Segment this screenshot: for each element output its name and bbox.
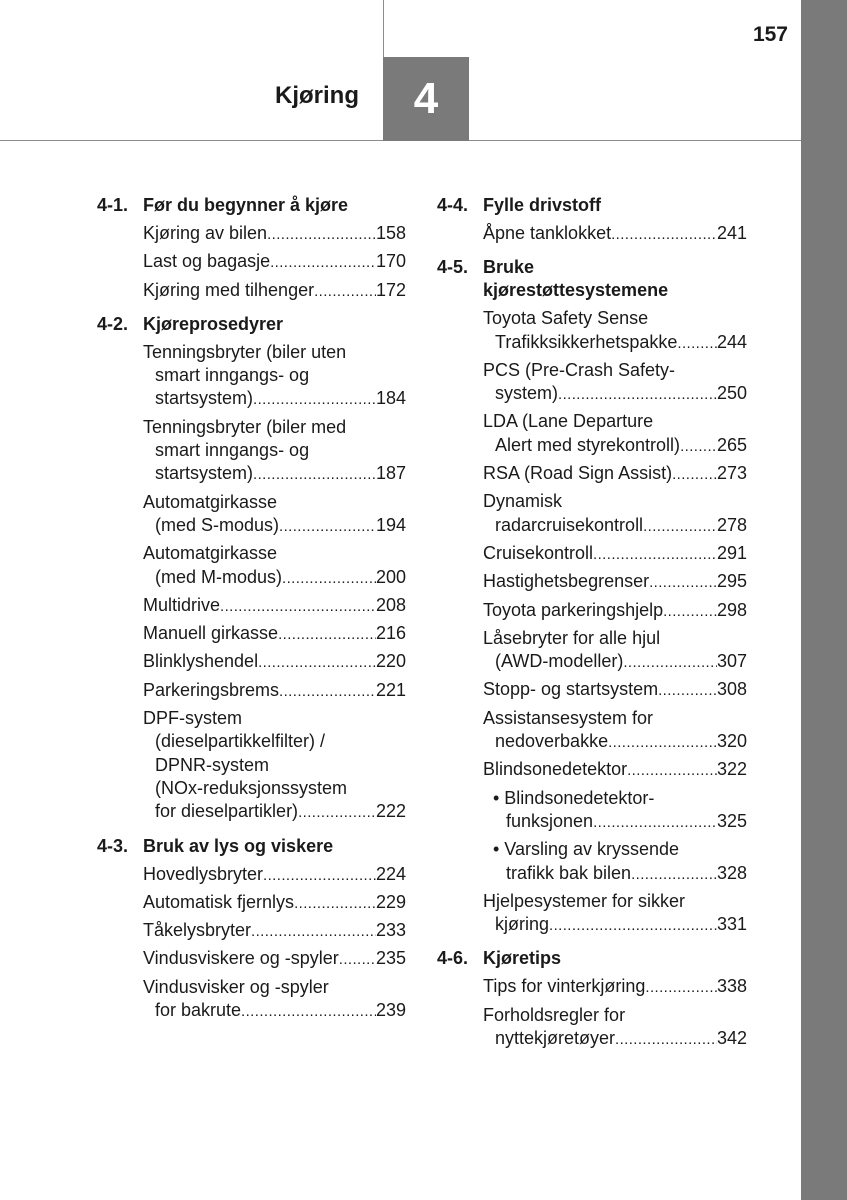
toc-column-left	[97, 192, 406, 1025]
toc-entry[interactable]	[143, 414, 406, 489]
dot-leader	[680, 435, 717, 458]
dot-leader	[282, 567, 376, 590]
toc-entry[interactable]	[143, 248, 406, 276]
entry-last-line	[483, 222, 747, 246]
entry-last-line	[483, 913, 747, 937]
dot-leader	[593, 543, 717, 566]
dot-leader	[339, 948, 376, 971]
entry-title-line: trafikk bak bilen	[506, 862, 632, 883]
entry-title-line: Vindusviskere og -spyler	[143, 948, 339, 969]
toc-entry[interactable]	[483, 625, 747, 677]
entry-last-line	[483, 331, 747, 355]
toc-entry[interactable]	[483, 973, 747, 1001]
entry-title-line: LDA (Lane Departure	[483, 411, 654, 432]
dot-leader	[672, 463, 717, 486]
toc-section	[437, 945, 747, 1053]
entry-page-number: 338	[716, 976, 747, 997]
dot-leader	[253, 388, 376, 411]
entry-last-line	[143, 863, 406, 887]
dot-leader	[627, 759, 717, 782]
entry-title-line: for dieselpartikler)	[155, 801, 299, 822]
section-number: 4-5.	[437, 257, 469, 278]
entry-title-line: Automatisk fjernlys	[143, 891, 295, 912]
toc-section	[97, 192, 406, 305]
dot-leader	[663, 600, 717, 623]
toc-entry[interactable]	[483, 597, 747, 625]
entry-page-number: 328	[716, 862, 747, 883]
entry-title-line: kjøring	[495, 914, 550, 935]
entry-page-number: 221	[375, 679, 406, 700]
entry-page-number: 244	[716, 331, 747, 352]
entry-title-line: (med M-modus)	[155, 566, 283, 587]
section-title: kjørestøttesystemene	[483, 280, 669, 301]
entry-title-line: DPNR-system	[155, 754, 270, 775]
section-number: 4-4.	[437, 195, 469, 215]
entry-page-number: 239	[375, 1000, 406, 1021]
entry-last-line	[143, 566, 406, 590]
toc-section	[97, 311, 406, 827]
entry-page-number: 250	[716, 383, 747, 404]
entry-title-line: radarcruisekontroll	[495, 514, 644, 535]
entry-title-line: RSA (Road Sign Assist)	[483, 463, 673, 484]
header-divider	[383, 0, 384, 58]
entry-page-number: 172	[375, 279, 406, 300]
dot-leader	[258, 651, 376, 674]
entry-last-line	[143, 387, 406, 411]
entry-title-line: Last og bagasje	[143, 251, 271, 272]
entry-title-line: Forholdsregler for	[483, 1004, 626, 1025]
toc-entry[interactable]	[143, 917, 406, 945]
entry-last-line	[143, 947, 406, 971]
entry-title-line: Alert med styrekontroll)	[495, 434, 681, 455]
entry-page-number: 265	[716, 434, 747, 455]
toc-entry[interactable]	[143, 592, 406, 620]
entry-last-line	[143, 514, 406, 538]
entry-last-line	[143, 891, 406, 915]
toc-column-right	[437, 192, 747, 1053]
entry-title-line: startsystem)	[155, 463, 254, 484]
entry-page-number: 331	[716, 914, 747, 935]
dot-leader	[677, 332, 717, 355]
entry-page-number: 295	[716, 571, 747, 592]
entry-page-number: 241	[716, 223, 747, 243]
entry-title-line: Åpne tanklokket	[483, 223, 612, 243]
section-number: 4-6.	[437, 948, 469, 969]
entry-title-line: Blinklyshendel	[143, 651, 259, 672]
dot-leader	[658, 679, 717, 702]
entry-last-line	[483, 570, 747, 594]
toc-section	[97, 833, 406, 1026]
dot-leader	[270, 251, 376, 274]
toc-entry[interactable]	[483, 1002, 747, 1054]
entry-page-number: 235	[375, 948, 406, 969]
entry-title-line: smart inngangs- og	[155, 365, 310, 386]
toc-entry[interactable]	[143, 648, 406, 676]
entry-title-line: Tenningsbryter (biler uten	[143, 341, 347, 362]
entry-title-line: PCS (Pre-Crash Safety-	[483, 359, 676, 380]
entry-page-number: 187	[375, 463, 406, 484]
dot-leader	[294, 892, 376, 915]
toc-entry[interactable]	[143, 220, 406, 248]
dot-leader	[611, 223, 717, 246]
entry-page-number: 273	[716, 463, 747, 484]
entry-title-line: system)	[495, 383, 558, 404]
entry-page-number: 216	[375, 623, 406, 644]
entry-title-line: Manuell girkasse	[143, 623, 279, 644]
dot-leader	[267, 223, 376, 246]
toc-entry[interactable]	[483, 568, 747, 596]
dot-leader	[645, 976, 717, 999]
entry-title-line: Tenningsbryter (biler med	[143, 416, 347, 437]
entry-page-number: 325	[716, 810, 747, 831]
entry-title-line: (med S-modus)	[155, 514, 280, 535]
dot-leader	[631, 863, 717, 886]
toc-section	[437, 192, 747, 248]
entry-page-number: 307	[716, 651, 747, 672]
entry-page-number: 291	[716, 542, 747, 563]
entry-title-line: (dieselpartikkelfilter) /	[155, 731, 326, 752]
toc-entry[interactable]	[483, 705, 747, 757]
entry-last-line	[483, 730, 747, 754]
dot-leader	[615, 1028, 717, 1051]
entry-last-line	[483, 462, 747, 486]
dot-leader	[241, 1000, 376, 1023]
toc-entry[interactable]	[483, 888, 747, 940]
section-title: Fylle drivstoff	[483, 195, 602, 215]
section-heading	[97, 833, 406, 861]
entry-page-number: 278	[716, 514, 747, 535]
section-title: Bruke	[483, 257, 535, 278]
entry-title-line: Dynamisk	[483, 491, 563, 512]
entry-last-line	[143, 250, 406, 274]
entry-title-line: Automatgirkasse	[143, 543, 278, 564]
entry-last-line	[483, 382, 747, 406]
entry-page-number: 320	[716, 731, 747, 752]
toc-entry[interactable]	[483, 408, 747, 460]
dot-leader	[253, 463, 376, 486]
toc-entry[interactable]	[483, 836, 747, 888]
dot-leader	[279, 515, 376, 538]
toc-entry[interactable]	[143, 945, 406, 973]
dot-leader	[623, 651, 717, 674]
entry-title-line: Tåkelysbryter	[143, 920, 252, 941]
entry-title-line: nyttekjøretøyer	[495, 1028, 616, 1049]
toc-entry[interactable]	[483, 540, 747, 568]
dot-leader	[314, 280, 376, 303]
entry-last-line	[483, 542, 747, 566]
toc-section	[437, 254, 747, 939]
entry-title-line: • Varsling av kryssende	[493, 839, 680, 860]
entry-page-number: 342	[716, 1028, 747, 1049]
entry-last-line	[483, 810, 747, 834]
entry-title-line: nedoverbakke	[495, 731, 609, 752]
dot-leader	[279, 680, 376, 703]
entry-title-line: Multidrive	[143, 594, 221, 615]
entry-last-line	[143, 919, 406, 943]
section-heading	[97, 192, 406, 220]
entry-title-line: Cruisekontroll	[483, 542, 594, 563]
entry-last-line	[483, 678, 747, 702]
chapter-title: Kjøring	[275, 82, 359, 109]
entry-last-line	[483, 514, 747, 538]
entry-last-line	[483, 650, 747, 674]
entry-last-line	[143, 279, 406, 303]
section-number: 4-3.	[97, 835, 129, 856]
toc-entry[interactable]	[483, 460, 747, 488]
entry-title-line: (NOx-reduksjonssystem	[155, 777, 348, 798]
entry-page-number: 229	[375, 891, 406, 912]
entry-title-line: • Blindsonedetektor-	[493, 787, 655, 808]
toc-entry[interactable]	[483, 305, 747, 357]
entry-title-line: DPF-system	[143, 708, 242, 729]
entry-title-line: Hjelpesystemer for sikker	[483, 890, 686, 911]
entry-title-line: funksjonen	[506, 810, 594, 831]
section-heading	[97, 311, 406, 339]
chapter-side-tab	[801, 0, 847, 1200]
entry-title-line: for bakrute	[155, 1000, 242, 1021]
section-number: 4-2.	[97, 313, 129, 334]
chapter-number-box	[383, 57, 469, 141]
entry-last-line	[143, 999, 406, 1023]
entry-page-number: 308	[716, 679, 747, 700]
section-heading	[437, 945, 747, 973]
entry-title-line: Hovedlysbryter	[143, 863, 264, 884]
chapter-number: 4	[413, 74, 439, 123]
entry-last-line	[143, 622, 406, 646]
entry-last-line	[143, 650, 406, 674]
entry-last-line	[483, 862, 747, 886]
toc-entry[interactable]	[143, 620, 406, 648]
entry-title-line: Hastighetsbegrenser	[483, 571, 650, 592]
toc-entry[interactable]	[143, 489, 406, 541]
dot-leader	[608, 731, 717, 754]
entry-last-line	[483, 975, 747, 999]
entry-title-line: Låsebryter for alle hjul	[483, 627, 661, 648]
entry-last-line	[483, 434, 747, 458]
entry-title-line: smart inngangs- og	[155, 440, 310, 461]
dot-leader	[220, 595, 376, 618]
entry-page-number: 184	[375, 388, 406, 409]
entry-title-line: Tips for vinterkjøring	[483, 976, 646, 997]
entry-title-line: Kjøring av bilen	[143, 223, 268, 243]
dot-leader	[251, 920, 376, 943]
page-number: 157	[752, 23, 788, 46]
toc-entry[interactable]	[483, 785, 747, 837]
toc-entry[interactable]	[143, 540, 406, 592]
entry-page-number: 200	[375, 566, 406, 587]
entry-title-line: Stopp- og startsystem	[483, 679, 659, 700]
dot-leader	[263, 864, 376, 887]
toc-entry[interactable]	[143, 277, 406, 305]
section-title: Kjøreprosedyrer	[143, 313, 284, 334]
entry-last-line	[143, 800, 406, 824]
section-heading	[437, 254, 747, 305]
entry-page-number: 322	[716, 759, 747, 780]
dot-leader	[593, 811, 717, 834]
toc-entry[interactable]	[143, 677, 406, 705]
entry-page-number: 194	[375, 514, 406, 535]
dot-leader	[278, 623, 376, 646]
entry-page-number: 233	[375, 920, 406, 941]
dot-leader	[649, 571, 717, 594]
entry-title-line: startsystem)	[155, 388, 254, 409]
entry-last-line	[143, 462, 406, 486]
section-title: Bruk av lys og viskere	[143, 835, 334, 856]
toc-entry[interactable]	[483, 676, 747, 704]
toc-entry[interactable]	[483, 488, 747, 540]
entry-title-line: Kjøring med tilhenger	[143, 279, 315, 300]
entry-title-line: Trafikksikkerhetspakke	[495, 331, 678, 352]
dot-leader	[643, 515, 717, 538]
toc-entry[interactable]	[143, 705, 406, 826]
entry-title-line: Vindusvisker og -spyler	[143, 976, 329, 997]
dot-leader	[549, 914, 717, 937]
section-heading	[437, 192, 747, 220]
toc-entry[interactable]	[483, 756, 747, 784]
entry-last-line	[143, 222, 406, 246]
entry-title-line: Toyota parkeringshjelp	[483, 599, 664, 620]
section-title: Kjøretips	[483, 948, 562, 969]
entry-title-line: Parkeringsbrems	[143, 679, 280, 700]
entry-title-line: Assistansesystem for	[483, 707, 654, 728]
entry-title-line: Blindsonedetektor	[483, 759, 628, 780]
section-title: Før du begynner å kjøre	[143, 195, 349, 215]
entry-last-line	[143, 679, 406, 703]
toc-entry[interactable]	[143, 339, 406, 414]
entry-title-line: Automatgirkasse	[143, 491, 278, 512]
entry-title-line: Toyota Safety Sense	[483, 308, 649, 329]
dot-leader	[558, 383, 717, 406]
toc-entry[interactable]	[483, 220, 747, 248]
entry-page-number: 208	[375, 594, 406, 615]
entry-title-line: (AWD-modeller)	[495, 651, 624, 672]
entry-last-line	[483, 1027, 747, 1051]
entry-page-number: 224	[375, 863, 406, 884]
toc-entry[interactable]	[143, 889, 406, 917]
entry-last-line	[483, 599, 747, 623]
entry-page-number: 170	[375, 251, 406, 272]
entry-page-number: 222	[375, 801, 406, 822]
toc-entry[interactable]	[483, 357, 747, 409]
dot-leader	[298, 801, 376, 824]
entry-last-line	[483, 758, 747, 782]
toc-entry[interactable]	[143, 861, 406, 889]
section-number: 4-1.	[97, 195, 129, 215]
entry-page-number: 220	[375, 651, 406, 672]
entry-page-number: 298	[716, 599, 747, 620]
entry-last-line	[143, 594, 406, 618]
entry-page-number: 158	[375, 223, 406, 243]
toc-entry[interactable]	[143, 974, 406, 1026]
